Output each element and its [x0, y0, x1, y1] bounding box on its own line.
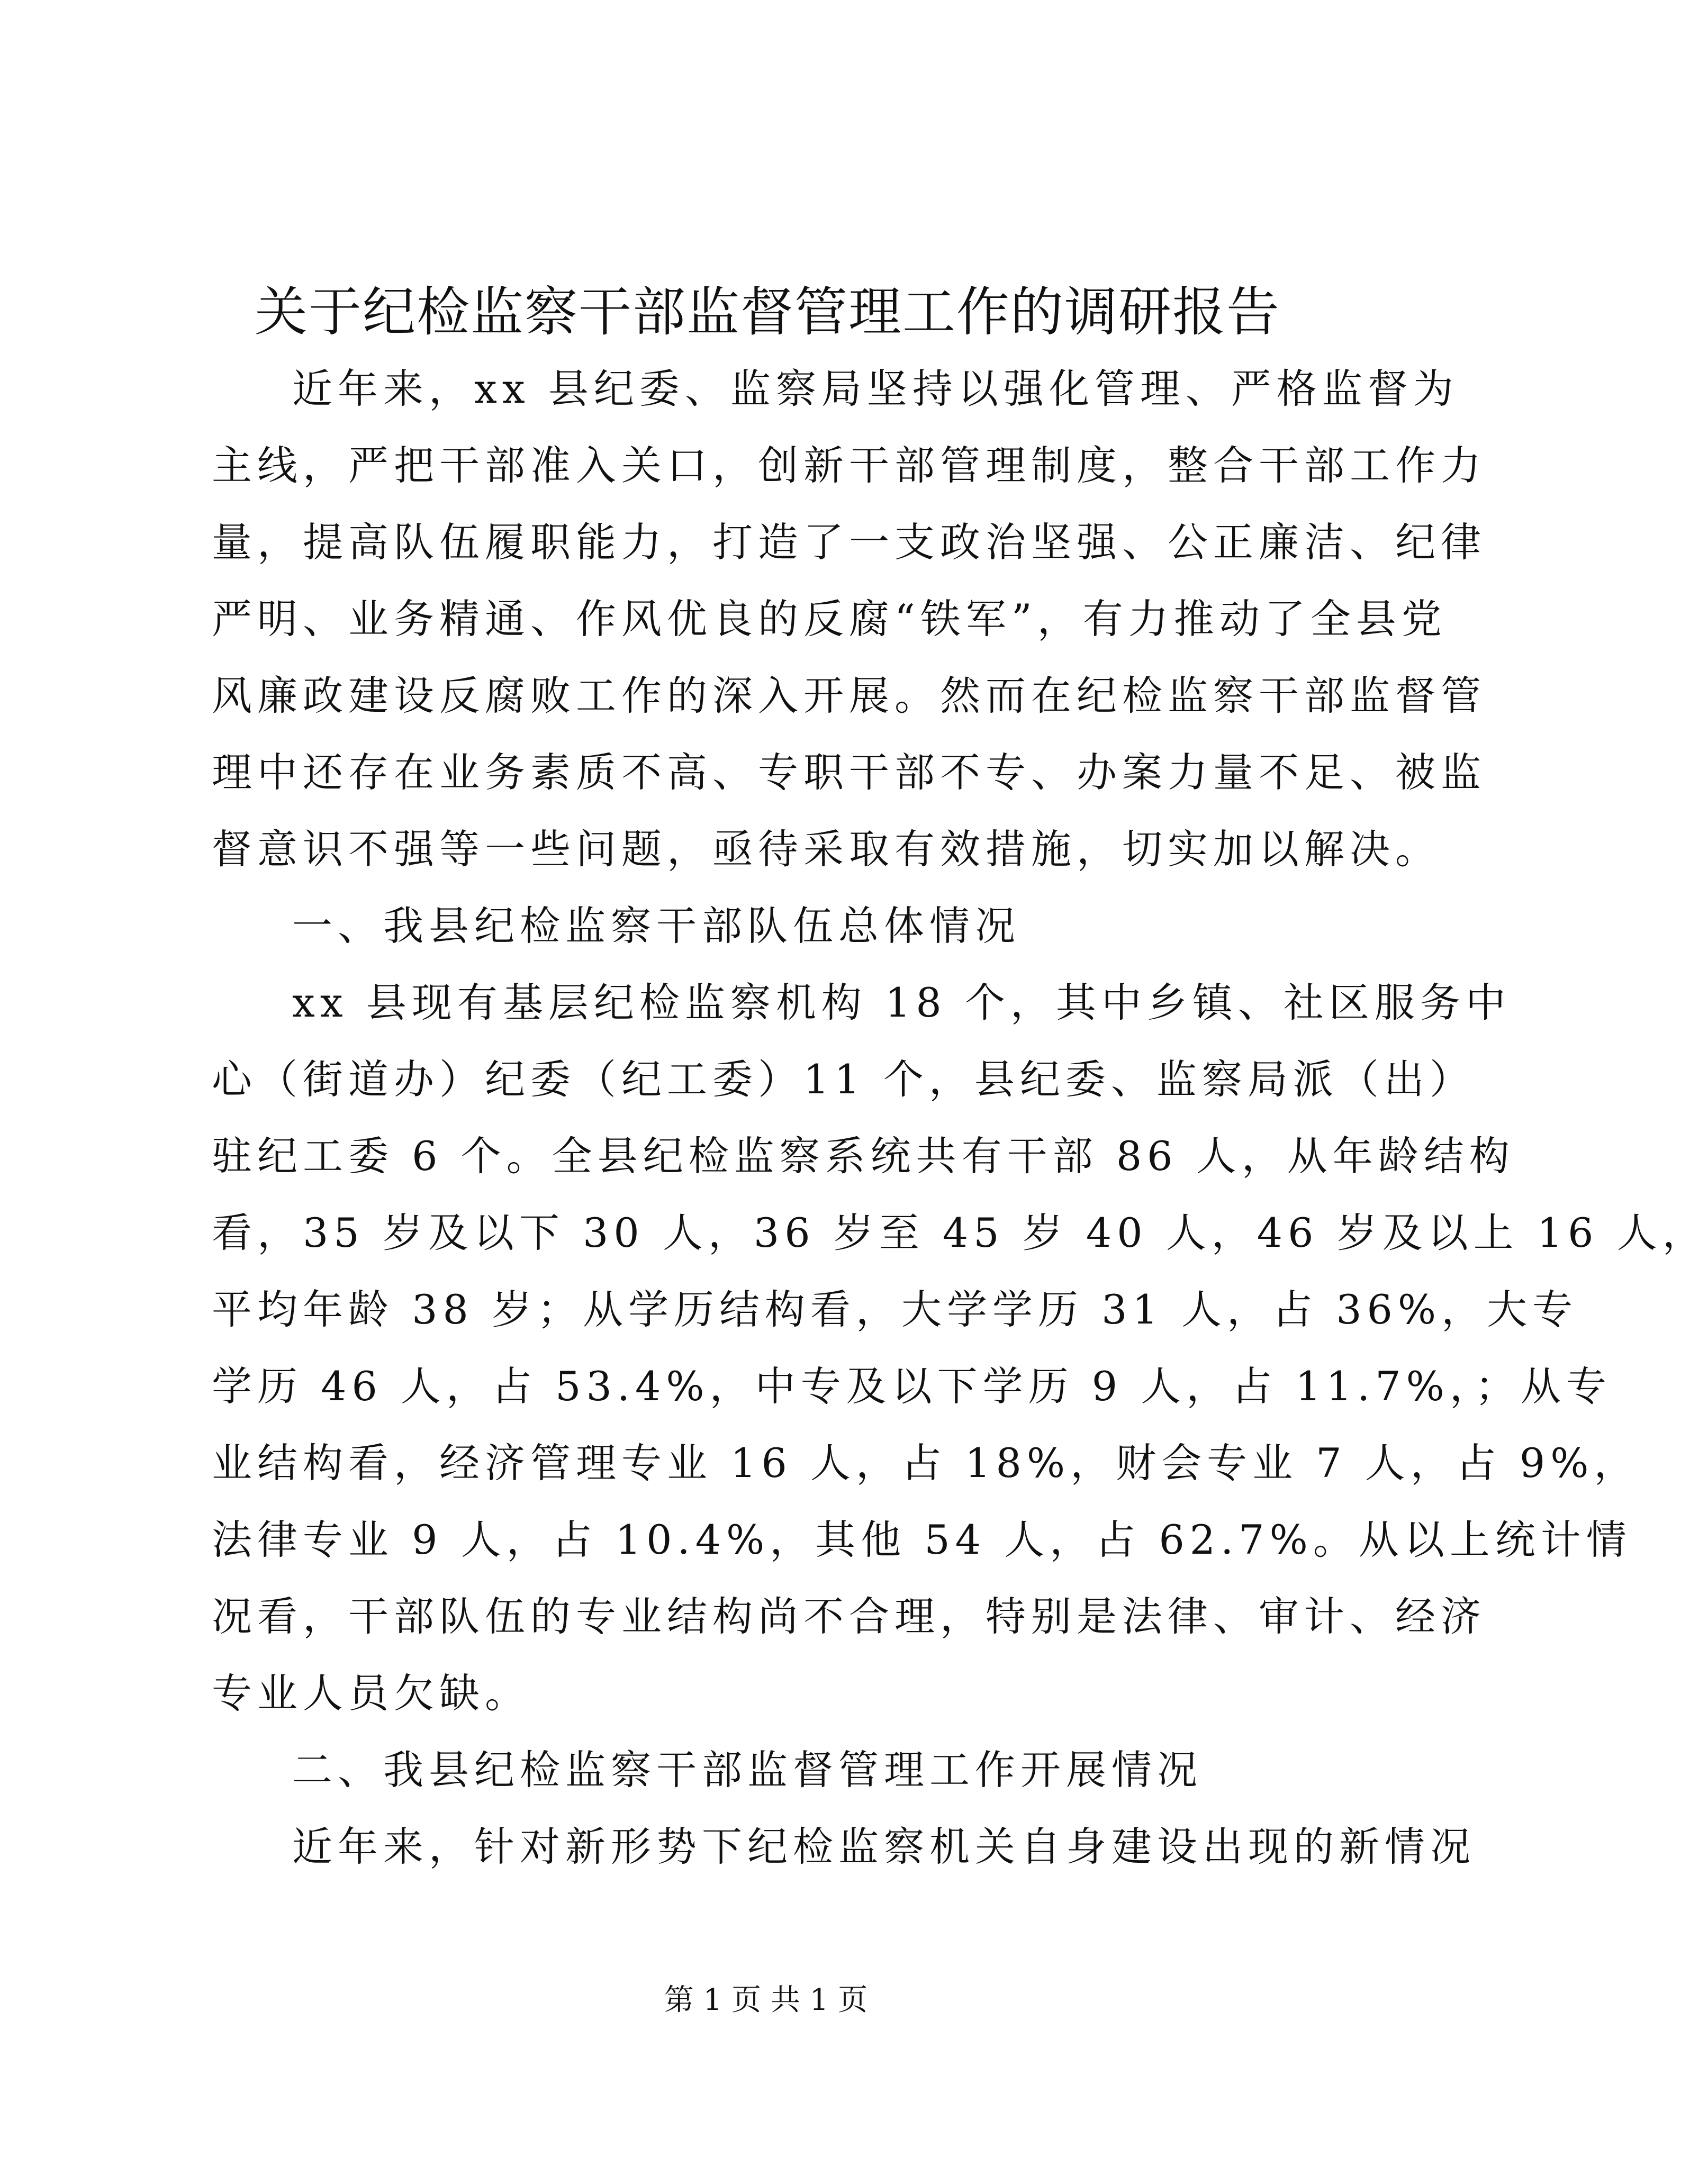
section-heading: 二、我县纪检监察干部监督管理工作开展情况 [292, 1746, 1203, 1793]
paragraph-line: 业结构看，经济管理专业 16 人，占 18%，财会专业 7 人，占 9%， [212, 1439, 1640, 1487]
paragraph-line: 专业人员欠缺。 [212, 1670, 530, 1717]
paragraph-line: 驻纪工委 6 个。全县纪检监察系统共有干部 86 人，从年龄结构 [212, 1132, 1515, 1180]
paragraph-line: 法律专业 9 人，占 10.4%，其他 54 人，占 62.7%。从以上统计情 [212, 1516, 1632, 1563]
paragraph-line: 看，35 岁及以下 30 人，36 岁至 45 岁 40 人，46 岁及以上 16 人， [212, 1209, 1708, 1256]
paragraph-line: 平均年龄 38 岁；从学历结构看，大学学历 31 人，占 36%，大专 [212, 1286, 1578, 1333]
paragraph-line: 督意识不强等一些问题，亟待采取有效措施，切实加以解决。 [212, 826, 1441, 873]
paragraph-line: 近年来，针对新形势下纪检监察机关自身建设出现的新情况 [292, 1823, 1476, 1870]
paragraph-line: 量，提高队伍履职能力，打造了一支政治坚强、公正廉洁、纪律 [212, 519, 1486, 566]
paragraph-line: 风廉政建设反腐败工作的深入开展。然而在纪检监察干部监督管 [212, 672, 1486, 719]
paragraph-line: xx 县现有基层纪检监察机构 18 个，其中乡镇、社区服务中 [292, 979, 1511, 1026]
section-heading: 一、我县纪检监察干部队伍总体情况 [292, 902, 1020, 949]
paragraph-line: 学历 46 人，占 53.4%，中专及以下学历 9 人，占 11.7%，；从专 [212, 1363, 1612, 1410]
paragraph-line: 心（街道办）纪委（纪工委）11 个，县纪委、监察局派（出） [212, 1056, 1475, 1103]
document-body [212, 350, 1708, 1885]
document-title: 关于纪检监察干部监督管理工作的调研报告 [255, 281, 1280, 343]
paragraph-line: 况看，干部队伍的专业结构尚不合理，特别是法律、审计、经济 [212, 1593, 1486, 1640]
paragraph-line: 理中还存在业务素质不高、专职干部不专、办案力量不足、被监 [212, 749, 1486, 796]
paragraph-line: 严明、业务精通、作风优良的反腐“铁军”，有力推动了全县党 [212, 595, 1447, 642]
paragraph-line: 主线，严把干部准入关口，创新干部管理制度，整合干部工作力 [212, 442, 1486, 489]
page-footer: 第 1 页 共 1 页 [664, 1983, 868, 2017]
paragraph-line: 近年来，xx 县纪委、监察局坚持以强化管理、严格监督为 [292, 365, 1459, 412]
